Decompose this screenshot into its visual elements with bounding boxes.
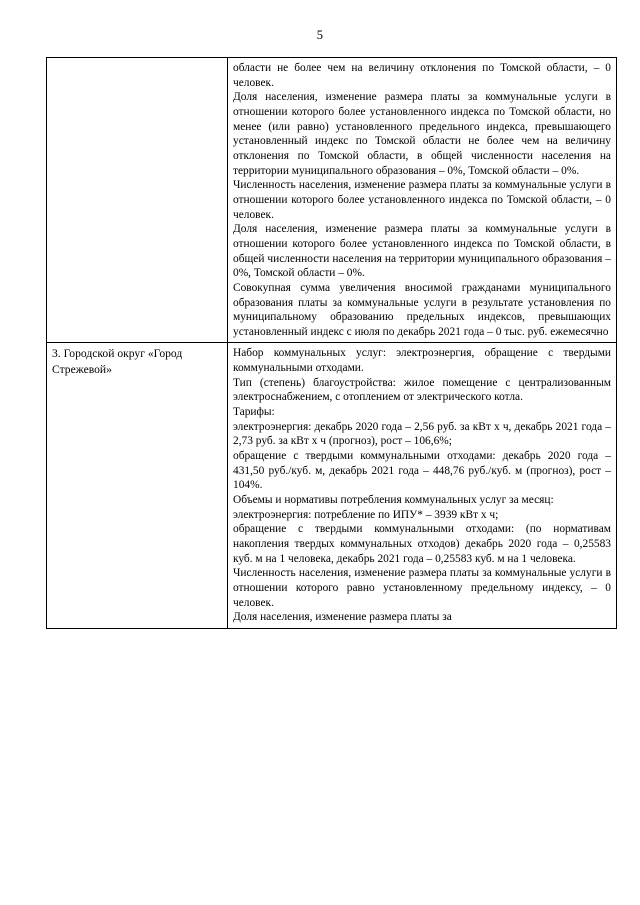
paragraph: Объемы и нормативы потребления коммунальных услуг за месяц: (233, 494, 554, 507)
paragraph: Совокупная сумма увеличения вносимой гражданами муниципального образования платы за коммунальные услуги в результате установления по муниципальному образованию предельных индексов, превышающих установленный индекс с июля по декабрь 2021 года – 0 тыс. руб. ежемесячно (233, 281, 611, 338)
table-cell-description (228, 343, 617, 628)
table-body (47, 58, 617, 629)
paragraph: Численность населения, изменение размера платы за коммунальные услуги в отношении которого равно установленному предельному индексу, – 0 человек. (233, 567, 611, 609)
table-row (47, 343, 617, 628)
table-cell-municipality (47, 343, 228, 628)
indices-table (46, 57, 617, 629)
paragraph: Доля населения, изменение размера платы за (233, 611, 452, 624)
paragraph: Тип (степень) благоустройства: жилое помещение с централизованным электроснабжением, с отоплением от электрического котла. (233, 376, 611, 404)
paragraph: Набор коммунальных услуг: электроэнергия, обращение с твердыми коммунальными отходами. (233, 347, 611, 375)
table-row (47, 58, 617, 343)
paragraph: Тарифы: (233, 406, 275, 419)
table-cell-description (228, 58, 617, 343)
paragraph: Численность населения, изменение размера платы за коммунальные услуги в отношении которого более установленного индекса по Томской области, – 0 человек. (233, 179, 611, 221)
paragraph: области не более чем на величину отклонения по Томской области, – 0 человек. (233, 62, 611, 89)
municipality-name: 3. Городской округ «Город Стрежевой» (52, 347, 183, 376)
paragraph: обращение с твердыми коммунальными отходами: декабрь 2020 года – 431,50 руб./куб. м, декабрь 2021 года – 448,76 руб./куб. м (прогноз), рост – 104%. (233, 450, 611, 492)
paragraph: электроэнергия: декабрь 2020 года – 2,56 руб. за кВт х ч, декабрь 2021 года – 2,73 руб. за кВт х ч (прогноз), рост – 106,6%; (233, 420, 611, 448)
paragraph: Доля населения, изменение размера платы за коммунальные услуги в отношении которого более установленного индекса по Томской области, в общей численности населения на территории муниципального образования – 0%, Томской области – 0%. (233, 223, 611, 280)
paragraph: обращение с твердыми коммунальными отходами: (по нормативам накопления твердых коммунальных отходов) декабрь 2020 года – 0,25583 куб. м на 1 человека, декабрь 2021 года – 0,25583 куб. м на 1 человека. (233, 523, 611, 565)
paragraph: электроэнергия: потребление по ИПУ* – 3939 кВт х ч; (233, 508, 499, 521)
table-cell-municipality (47, 58, 228, 343)
paragraph: Доля населения, изменение размера платы за коммунальные услуги в отношении которого более установленного индекса по Томской области, но менее (или равно) установленного предельного индекса, превышающего установленный индекс по Томской области не более чем на величину отклонения по Томской области, в общей численности населения на территории муниципального образования – 0%, Томской области – 0%. (233, 91, 611, 177)
page-number: 5 (316, 28, 324, 42)
